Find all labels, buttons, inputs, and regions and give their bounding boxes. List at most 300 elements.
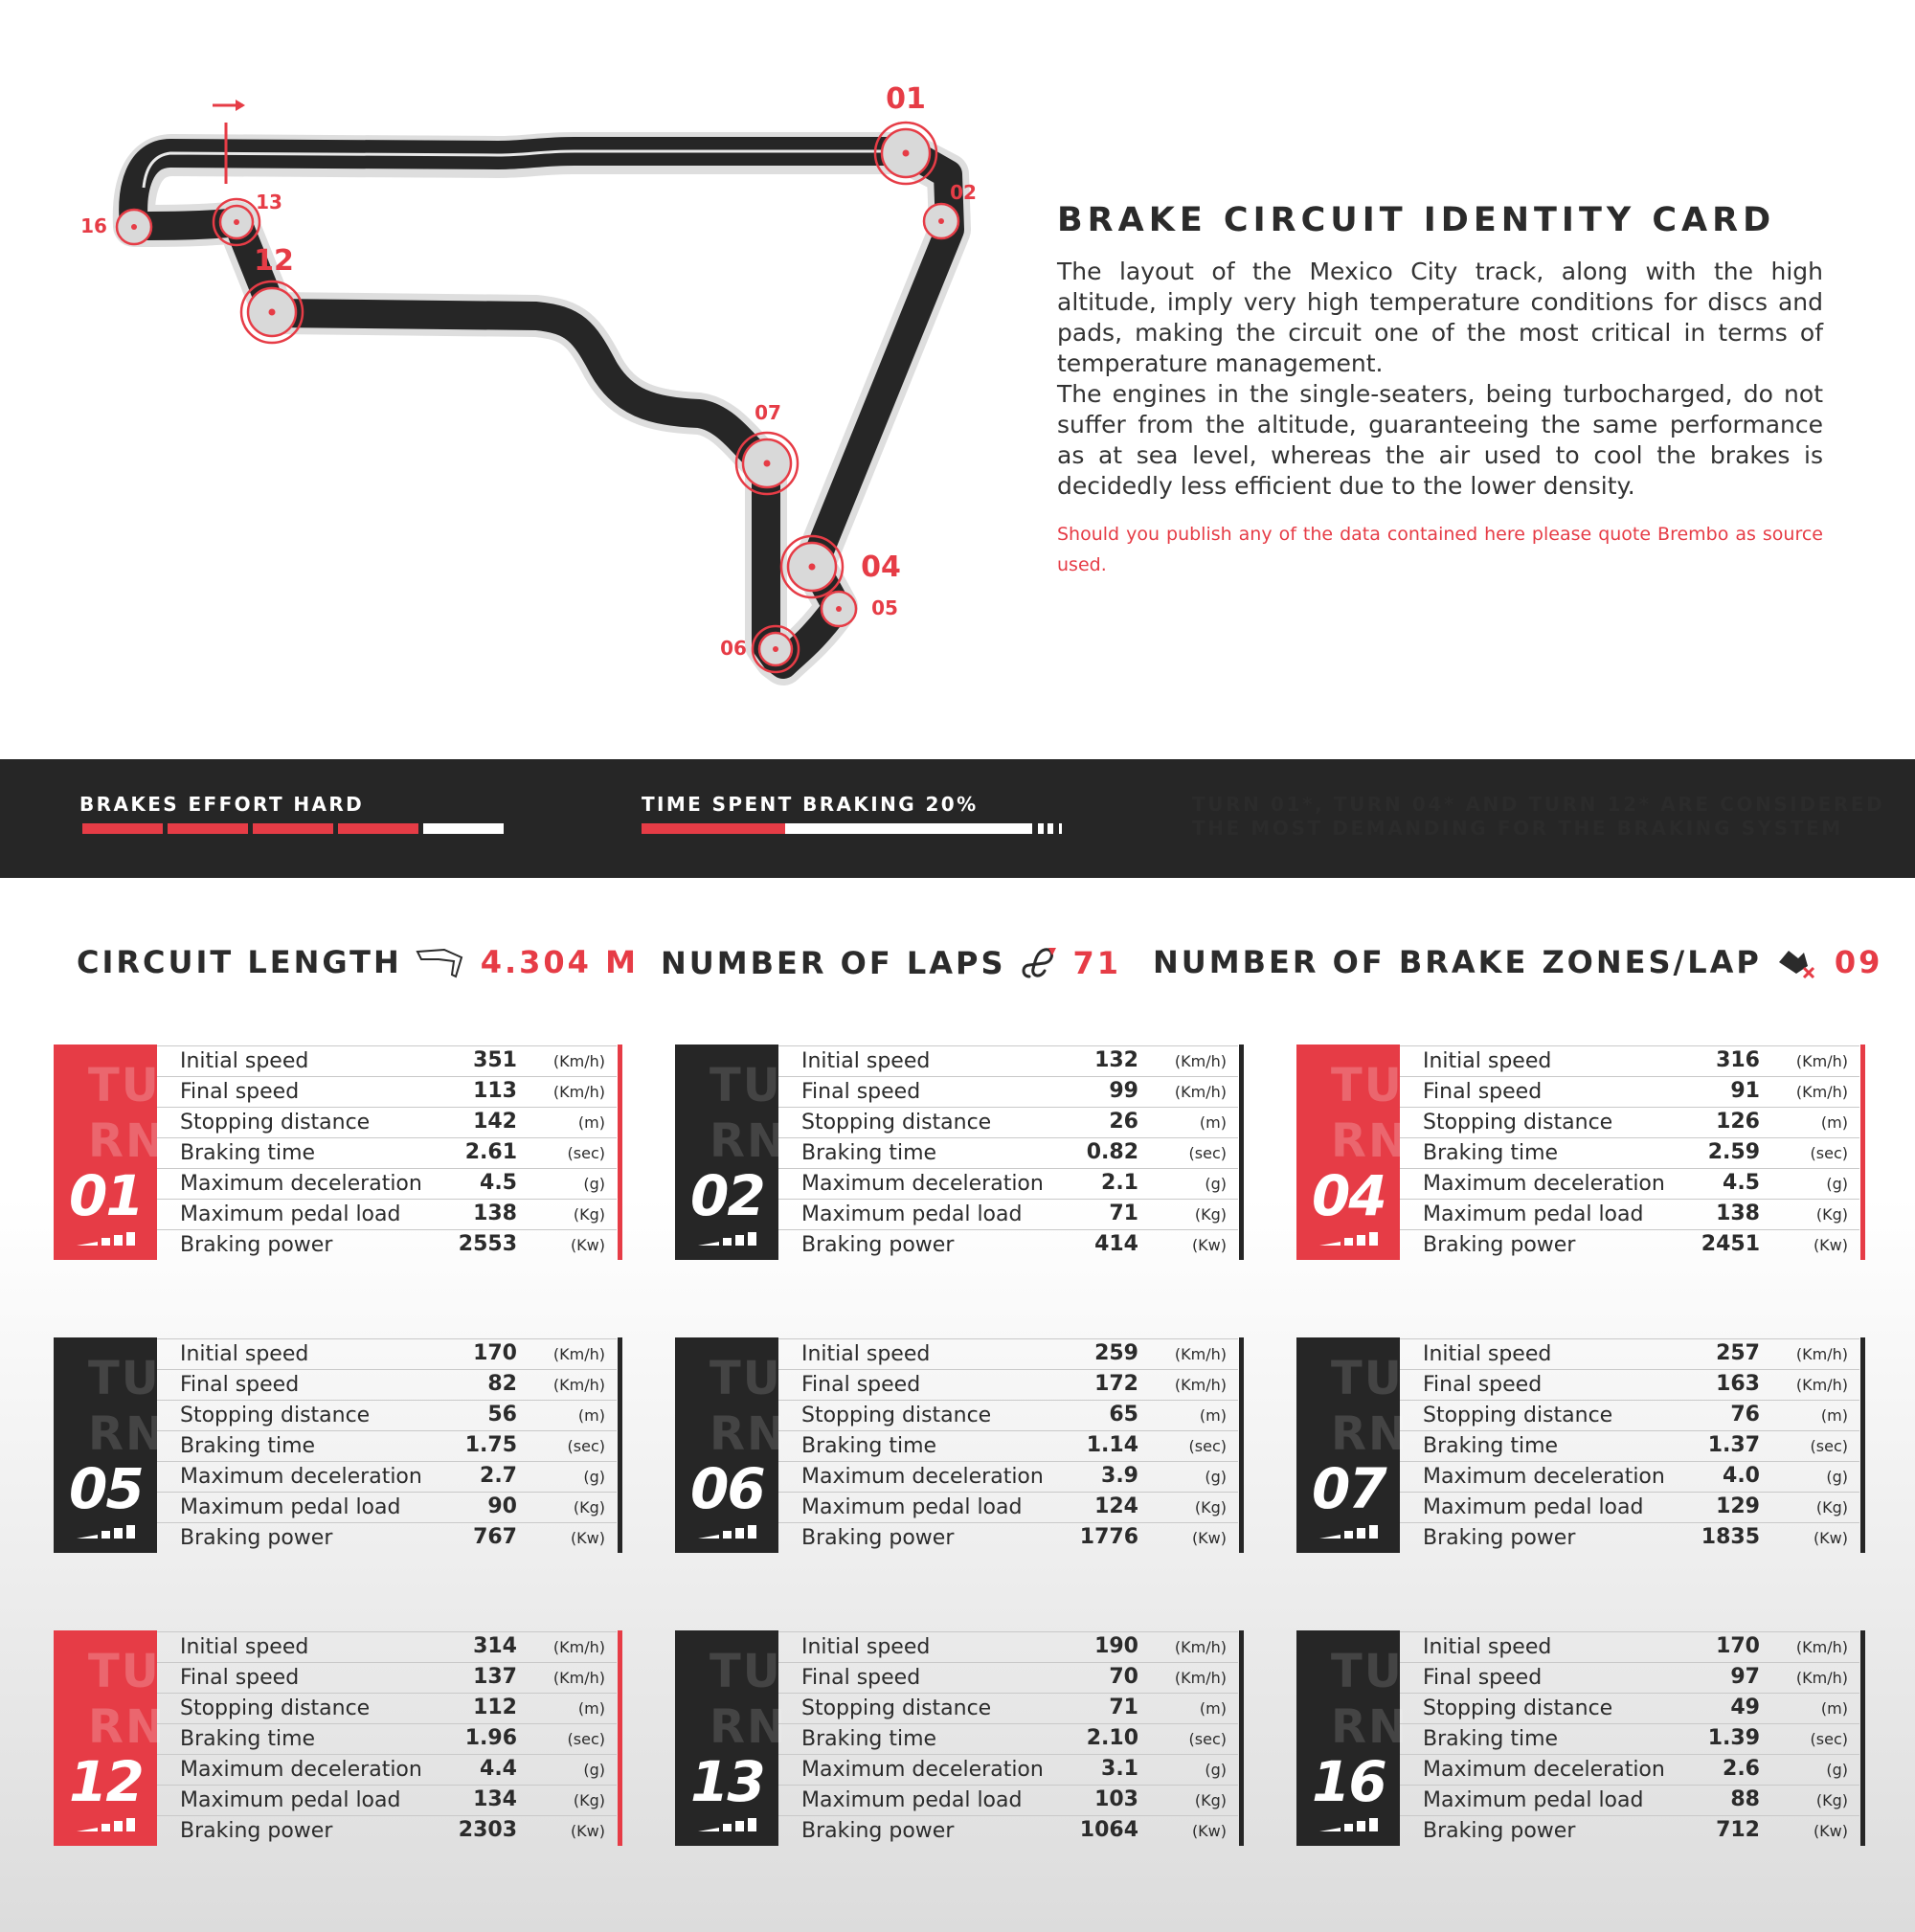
row-value: 1.14 [1086,1433,1138,1457]
card-edge [1239,1337,1244,1553]
most-demanding-line-1: TURN 01*, TURN 04* AND TURN 12* ARE CONSIDERED [1192,793,1885,816]
card-edge [618,1630,622,1846]
turn-label-04: 04 [861,550,901,584]
row-label: Stopping distance [1423,1111,1613,1134]
row-label: Initial speed [1423,1635,1552,1659]
table-row [1400,1662,1859,1694]
turn-data-table [778,1630,1238,1846]
row-unit: (m) [577,1113,605,1132]
table-row [157,1107,617,1138]
row-unit: (sec) [1810,1437,1848,1455]
signal-bars-icon [1319,1525,1381,1539]
identity-card [1057,201,1823,580]
turn-card-01 [54,1045,622,1260]
table-row [1400,1815,1859,1847]
turn-card-04 [1296,1045,1865,1260]
row-value: 70 [1109,1665,1138,1689]
row-value: 2.59 [1707,1140,1760,1164]
row-unit: (Km/h) [1174,1669,1227,1687]
turn-card-02 [675,1045,1244,1260]
row-unit: (g) [1826,1468,1848,1486]
turn-data-table [157,1630,617,1846]
turn-word-part: TU [1331,1645,1404,1698]
table-row [157,1199,617,1230]
turn-number: 06 [690,1456,764,1521]
table-row [1400,1492,1859,1523]
turn-data-table [157,1045,617,1260]
turn-word-part: RN [88,1700,167,1754]
row-unit: (Km/h) [1174,1052,1227,1070]
row-label: Maximum deceleration [180,1172,422,1196]
table-row [1400,1430,1859,1462]
table-row [778,1338,1238,1370]
row-value: 113 [473,1079,517,1103]
row-label: Stopping distance [801,1404,992,1427]
row-value: 138 [473,1202,517,1225]
card-edge [618,1045,622,1260]
row-label: Braking power [801,1233,955,1257]
turn-number: 12 [69,1749,143,1814]
row-label: Final speed [801,1080,921,1104]
row-value: 4.4 [480,1757,517,1781]
table-row [157,1631,617,1663]
signal-bars-icon [77,1525,138,1539]
turn-data-table [1400,1630,1859,1846]
effort-segment [253,823,333,834]
turn-label-02: 02 [950,181,977,204]
row-unit: (Kg) [1194,1498,1227,1516]
effort-segment [338,823,418,834]
row-label: Maximum deceleration [180,1465,422,1489]
table-row [157,1693,617,1724]
row-value: 351 [473,1048,517,1072]
table-row [1400,1693,1859,1724]
row-unit: (g) [1205,1468,1227,1486]
row-value: 414 [1094,1232,1138,1256]
row-value: 170 [473,1341,517,1365]
turn-word-watermark [88,1351,166,1462]
row-unit: (Kg) [1194,1205,1227,1224]
row-label: Stopping distance [801,1696,992,1720]
row-unit: (m) [1199,1406,1227,1425]
row-unit: (sec) [1188,1437,1227,1455]
most-demanding-line-2: THE MOST DEMANDING FOR THE BRAKING SYSTEM [1192,817,1843,840]
bar-tick [1038,823,1044,834]
row-value: 82 [487,1372,517,1396]
row-value: 767 [473,1525,517,1549]
row-value: 88 [1730,1787,1760,1811]
row-unit: (Km/h) [1174,1083,1227,1101]
table-row [157,1369,617,1401]
row-value: 2.1 [1101,1171,1138,1195]
brake-zone-icon [1775,945,1819,979]
row-unit: (Km/h) [1174,1345,1227,1363]
table-row [1400,1229,1859,1261]
source-note: Should you publish any of the data contained here please quote Brembo as source used. [1057,524,1823,575]
turn-word-watermark [710,1644,787,1755]
row-value: 172 [1094,1372,1138,1396]
turn-badge [1296,1045,1409,1260]
turn-word-part: RN [1331,1700,1409,1754]
row-label: Maximum pedal load [1423,1788,1644,1812]
row-label: Maximum deceleration [801,1172,1044,1196]
row-value: 316 [1716,1048,1760,1072]
row-unit: (sec) [1188,1730,1227,1748]
row-unit: (Kg) [573,1205,605,1224]
circuit-outline-icon [416,946,465,978]
row-unit: (Km/h) [552,1669,605,1687]
table-row [1400,1168,1859,1200]
row-value: 2.61 [464,1140,517,1164]
row-label: Initial speed [1423,1342,1552,1366]
row-label: Braking power [801,1526,955,1550]
turn-badge [1296,1630,1409,1846]
brakes-effort-label: BRAKES EFFORT HARD [79,793,365,816]
turn-label-12: 12 [254,244,294,278]
table-row [778,1199,1238,1230]
row-unit: (sec) [567,1144,605,1162]
row-unit: (Km/h) [1174,1376,1227,1394]
row-unit: (Kg) [1815,1205,1848,1224]
row-value: 4.5 [1723,1171,1760,1195]
identity-paragraph-1: The layout of the Mexico City track, along with the high altitude, imply very high temperature conditions for discs and pads, making the circuit one of the most critical in terms of temperature management. [1057,258,1823,377]
turn-data-table [157,1337,617,1553]
row-value: 1.75 [464,1433,517,1457]
row-unit: (Kg) [1815,1498,1848,1516]
table-row [1400,1785,1859,1816]
turn-label-16: 16 [80,214,107,237]
row-value: 3.9 [1101,1464,1138,1488]
row-label: Maximum deceleration [801,1465,1044,1489]
turn-label-13: 13 [256,191,282,213]
turn-card-07 [1296,1337,1865,1553]
row-value: 2.7 [480,1464,517,1488]
turn-word-watermark [1331,1644,1408,1755]
time-braking-fill [642,823,785,834]
row-value: 170 [1716,1634,1760,1658]
start-arrow-head [236,100,245,111]
row-unit: (Km/h) [552,1345,605,1363]
table-row [157,1785,617,1816]
table-row [778,1369,1238,1401]
signal-bars-icon [1319,1232,1381,1246]
turn-number: 16 [1312,1749,1386,1814]
table-row [778,1107,1238,1138]
row-label: Initial speed [801,1635,931,1659]
row-unit: (Kw) [1191,1236,1227,1254]
row-value: 2303 [458,1818,517,1842]
row-value: 76 [1730,1403,1760,1427]
turn-data-table [1400,1337,1859,1553]
row-label: Stopping distance [180,1111,371,1134]
table-row [1400,1199,1859,1230]
turn-word-part: RN [88,1407,167,1461]
row-unit: (Km/h) [552,1052,605,1070]
row-label: Initial speed [801,1049,931,1073]
row-label: Braking power [180,1526,333,1550]
row-unit: (Km/h) [552,1638,605,1656]
turn-word-part: RN [710,1700,788,1754]
turn-label-01: 01 [886,82,926,116]
table-row [778,1631,1238,1663]
row-label: Braking time [801,1434,937,1458]
turn-label-06: 06 [720,637,747,660]
row-unit: (Kw) [1813,1529,1848,1547]
table-row [778,1076,1238,1108]
turn-card-13 [675,1630,1244,1846]
brakes-effort-bar [82,823,504,834]
row-unit: (Kw) [1191,1529,1227,1547]
table-row [157,1400,617,1431]
row-value: 1776 [1079,1525,1138,1549]
row-label: Initial speed [801,1342,931,1366]
row-unit: (g) [1205,1175,1227,1193]
table-row [1400,1338,1859,1370]
row-unit: (sec) [1188,1144,1227,1162]
row-label: Initial speed [180,1049,309,1073]
table-row [157,1522,617,1554]
row-value: 26 [1109,1110,1138,1134]
circuit-length-stat [77,944,639,980]
turn-card-16 [1296,1630,1865,1846]
row-value: 1.37 [1707,1433,1760,1457]
brake-zones-stat [1153,944,1882,980]
row-unit: (sec) [567,1437,605,1455]
row-value: 2553 [458,1232,517,1256]
turn-word-watermark [710,1058,787,1169]
bar-tick [1048,823,1053,834]
card-edge [1860,1630,1865,1846]
turn-word-part: TU [1331,1059,1404,1112]
row-label: Braking power [180,1819,333,1843]
row-label: Stopping distance [180,1404,371,1427]
row-value: 163 [1716,1372,1760,1396]
row-unit: (Kg) [573,1498,605,1516]
row-label: Braking time [180,1434,316,1458]
table-row [157,1430,617,1462]
table-row [778,1492,1238,1523]
row-value: 4.5 [480,1171,517,1195]
effort-segment [82,823,163,834]
row-label: Braking time [1423,1434,1559,1458]
row-unit: (Km/h) [1795,1052,1848,1070]
turn-badge [54,1337,167,1553]
turn-badge [54,1630,167,1846]
row-label: Maximum deceleration [180,1758,422,1782]
table-row [1400,1107,1859,1138]
table-row [157,1461,617,1493]
row-label: Braking time [1423,1727,1559,1751]
turn-badge [54,1045,167,1260]
row-value: 3.1 [1101,1757,1138,1781]
turn-number: 05 [69,1456,143,1521]
row-unit: (g) [1205,1761,1227,1779]
row-label: Final speed [180,1666,300,1690]
card-edge [1239,1630,1244,1846]
row-unit: (Kw) [1191,1822,1227,1840]
row-value: 1.39 [1707,1726,1760,1750]
row-value: 124 [1094,1494,1138,1518]
row-label: Braking power [1423,1819,1576,1843]
row-label: Braking time [1423,1141,1559,1165]
row-unit: (g) [1826,1175,1848,1193]
row-label: Maximum deceleration [1423,1758,1665,1782]
row-value: 71 [1109,1202,1138,1225]
turn-card-12 [54,1630,622,1846]
row-unit: (Kw) [1813,1236,1848,1254]
row-label: Braking power [1423,1233,1576,1257]
table-row [778,1754,1238,1786]
row-label: Final speed [1423,1666,1543,1690]
turn-badge [1296,1337,1409,1553]
turn-label-07: 07 [755,401,781,424]
row-label: Braking power [180,1233,333,1257]
row-value: 4.0 [1723,1464,1760,1488]
row-label: Braking time [180,1727,316,1751]
row-value: 0.82 [1086,1140,1138,1164]
circuit-length-label: CIRCUIT LENGTH [77,944,402,980]
table-row [778,1137,1238,1169]
row-value: 142 [473,1110,517,1134]
row-value: 129 [1716,1494,1760,1518]
effort-segment [168,823,248,834]
row-value: 126 [1716,1110,1760,1134]
turn-number: 13 [690,1749,764,1814]
table-row [778,1693,1238,1724]
table-row [778,1400,1238,1431]
card-edge [1860,1337,1865,1553]
row-value: 2.10 [1086,1726,1138,1750]
row-unit: (Km/h) [1795,1083,1848,1101]
turn-word-watermark [1331,1058,1408,1169]
row-value: 71 [1109,1696,1138,1719]
card-edge [1239,1045,1244,1260]
brake-zones-value: 09 [1834,944,1883,980]
row-value: 259 [1094,1341,1138,1365]
turn-number: 01 [69,1163,143,1228]
circuit-map [57,67,996,699]
turn-word-part: TU [710,1059,782,1112]
table-row [1400,1137,1859,1169]
table-row [778,1785,1238,1816]
turn-card-05 [54,1337,622,1553]
row-unit: (sec) [1810,1730,1848,1748]
turn-word-part: TU [88,1352,161,1405]
table-row [778,1461,1238,1493]
signal-bars-icon [698,1525,759,1539]
row-label: Maximum deceleration [801,1758,1044,1782]
row-label: Initial speed [1423,1049,1552,1073]
row-unit: (g) [583,1761,605,1779]
row-label: Stopping distance [1423,1696,1613,1720]
turn-number: 07 [1312,1456,1386,1521]
table-row [157,1662,617,1694]
row-label: Maximum pedal load [1423,1495,1644,1519]
table-row [778,1815,1238,1847]
table-row [778,1723,1238,1755]
row-unit: (Kg) [1194,1791,1227,1809]
row-unit: (g) [583,1175,605,1193]
row-unit: (Km/h) [1795,1345,1848,1363]
row-unit: (m) [1199,1699,1227,1718]
table-row [1400,1461,1859,1493]
row-unit: (Kg) [573,1791,605,1809]
row-label: Final speed [180,1080,300,1104]
turn-word-part: TU [88,1645,161,1698]
signal-bars-icon [1319,1818,1381,1831]
row-value: 1064 [1079,1818,1138,1842]
table-row [157,1045,617,1077]
turn-word-watermark [1331,1351,1408,1462]
row-unit: (m) [577,1406,605,1425]
signal-bars-icon [77,1232,138,1246]
row-label: Stopping distance [1423,1404,1613,1427]
laps-value: 71 [1072,945,1122,981]
turn-word-part: RN [1331,1114,1409,1168]
row-label: Maximum pedal load [801,1788,1023,1812]
turn-badge [675,1630,788,1846]
table-row [1400,1045,1859,1077]
most-demanding-note [1192,793,1884,841]
turn-card-06 [675,1337,1244,1553]
row-label: Stopping distance [801,1111,992,1134]
laps-loop-icon [1020,944,1058,982]
row-label: Initial speed [180,1342,309,1366]
table-row [1400,1522,1859,1554]
table-row [778,1229,1238,1261]
laps-label: NUMBER OF LAPS [661,945,1006,981]
table-row [157,1754,617,1786]
row-unit: (Km/h) [1795,1376,1848,1394]
row-unit: (m) [577,1699,605,1718]
turn-word-part: RN [710,1114,788,1168]
row-label: Maximum pedal load [180,1495,401,1519]
turn-data-table [778,1337,1238,1553]
row-unit: (m) [1199,1113,1227,1132]
table-row [1400,1400,1859,1431]
time-braking-bar [642,823,1065,834]
row-label: Final speed [1423,1373,1543,1397]
row-value: 97 [1730,1665,1760,1689]
table-row [157,1815,617,1847]
row-label: Stopping distance [180,1696,371,1720]
row-label: Final speed [801,1666,921,1690]
table-row [157,1168,617,1200]
row-unit: (m) [1820,1406,1848,1425]
identity-paragraph-2: The engines in the single-seaters, being turbocharged, do not suffer from the altitude, guaranteeing the same performance as at sea level, whereas the air used to cool the brakes is decidedly less efficient due to the lower density. [1057,380,1823,500]
row-label: Maximum pedal load [180,1202,401,1226]
table-row [1400,1754,1859,1786]
turn-word-part: RN [710,1407,788,1461]
effort-segment [423,823,504,834]
table-row [157,1229,617,1261]
card-edge [1860,1045,1865,1260]
row-label: Maximum deceleration [1423,1172,1665,1196]
row-label: Maximum pedal load [1423,1202,1644,1226]
row-value: 190 [1094,1634,1138,1658]
identity-title: BRAKE CIRCUIT IDENTITY CARD [1057,201,1776,239]
table-row [778,1045,1238,1077]
table-row [157,1723,617,1755]
row-value: 90 [487,1494,517,1518]
row-label: Initial speed [180,1635,309,1659]
turn-word-part: RN [88,1114,167,1168]
table-row [1400,1631,1859,1663]
row-value: 56 [487,1403,517,1427]
row-unit: (g) [583,1468,605,1486]
row-label: Braking time [801,1141,937,1165]
table-row [778,1168,1238,1200]
